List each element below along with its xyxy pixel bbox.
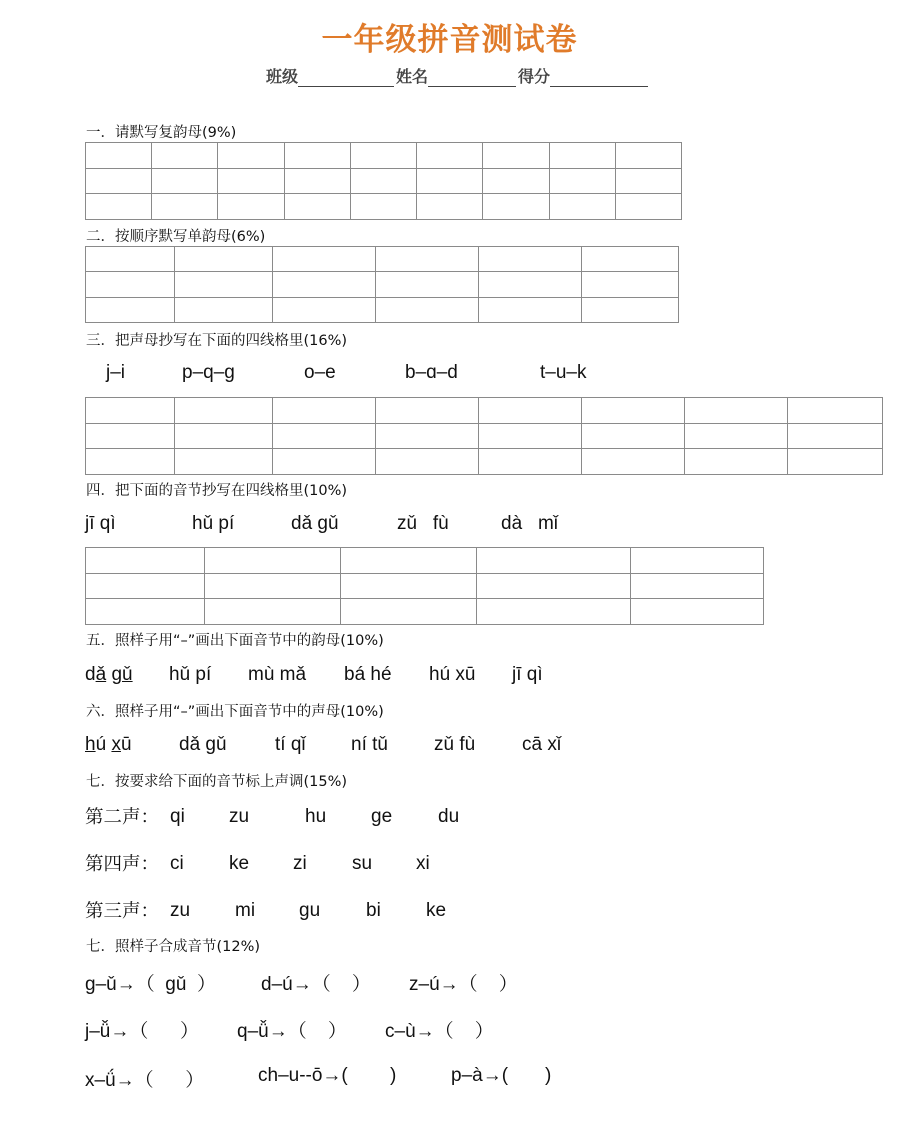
- s6-item: ní tǔ: [351, 734, 388, 755]
- tone-item: xi: [416, 853, 430, 874]
- syllable-combine-item: ch–u--ō→( ): [258, 1065, 397, 1086]
- section-4-four-line-grid[interactable]: [85, 547, 764, 625]
- s5-example: [85, 664, 133, 686]
- s3-item: b–ɑ–d: [405, 362, 458, 383]
- s6-item: tí qǐ: [275, 734, 306, 755]
- tone-item: du: [438, 806, 460, 827]
- tone-item: hu: [305, 806, 327, 827]
- score-label: 得分: [518, 67, 551, 86]
- s6-item: dǎ gǔ: [179, 734, 227, 755]
- syllable-combine-item: c–ù→（ ）: [385, 1021, 494, 1042]
- syllable-combine-item: z–ú→（ ）: [409, 974, 518, 995]
- s5-example-final-underlined: ǔ: [122, 664, 133, 685]
- syllable-combine-item: x–ǘ→（ ）: [85, 1070, 205, 1091]
- s5-example-final-underlined: ǎ: [95, 664, 107, 685]
- s5-example-initial: d: [85, 664, 96, 685]
- section-7-heading: 七．按要求给下面的音节标上声调(15%): [86, 774, 348, 790]
- section-3-heading: 三．把声母抄写在下面的四线格里(16%): [86, 333, 348, 349]
- s3-item: j–i: [106, 362, 126, 383]
- section-1-writing-grid[interactable]: [85, 142, 682, 220]
- section-4-heading: 四．把下面的音节抄写在四线格里(10%): [86, 483, 348, 499]
- tone-row-fourth: [85, 850, 159, 876]
- tone-row-third: [85, 897, 159, 923]
- s5-item: bá hé: [344, 664, 392, 685]
- tone-item: su: [352, 853, 373, 874]
- s5-item: hú xū: [429, 664, 476, 685]
- class-label: 班级: [266, 67, 299, 86]
- syllable-combine-item: d–ú→（ ）: [261, 974, 371, 995]
- s6-item: zǔ fù: [434, 734, 476, 755]
- syllable-combine-item: q–ǚ→（ ）: [237, 1021, 347, 1042]
- s4-item: dà mǐ: [501, 513, 559, 534]
- tone-item: ci: [170, 853, 184, 874]
- page-title: 一年级拼音测试卷: [321, 22, 578, 58]
- tone-item: zi: [293, 853, 307, 874]
- s6-example: [85, 734, 132, 756]
- tone-row-second: [85, 803, 159, 829]
- tone-item: qi: [170, 806, 185, 827]
- tone-item: ke: [229, 853, 250, 874]
- s5-example-initial: g: [111, 664, 123, 685]
- name-label: 姓名: [396, 67, 429, 86]
- section-6-heading: 六．照样子用“–”画出下面音节中的声母(10%): [86, 704, 384, 720]
- s5-item: mù mǎ: [248, 664, 307, 685]
- tone-row-label: 第二声：: [85, 807, 160, 828]
- s6-example-final: ú: [95, 734, 107, 755]
- tone-row-label: 第三声：: [85, 901, 160, 922]
- s6-example-final: ū: [120, 734, 132, 755]
- tone-item: gu: [299, 900, 321, 921]
- section-2-writing-grid[interactable]: [85, 246, 679, 323]
- section-2-heading: 二．按顺序默写单韵母(6%): [86, 229, 266, 245]
- s6-example-initial-underlined: h: [85, 734, 96, 755]
- student-info-line: [266, 64, 650, 87]
- section-5-heading: 五．照样子用“–”画出下面音节中的韵母(10%): [86, 633, 384, 649]
- s3-item: p–q–g: [182, 362, 235, 383]
- tone-item: zu: [170, 900, 191, 921]
- s5-item: jī qì: [512, 664, 543, 685]
- score-field[interactable]: [550, 70, 648, 87]
- syllable-combine-item: j–ǚ→（ ）: [85, 1021, 200, 1042]
- class-field[interactable]: [298, 70, 394, 87]
- section-3-four-line-grid[interactable]: [85, 397, 883, 475]
- section-8-heading: 七．照样子合成音节(12%): [86, 939, 261, 955]
- tone-row-label: 第四声：: [85, 854, 160, 875]
- section-1-heading: 一．请默写复韵母(9%): [86, 125, 237, 141]
- syllable-combine-item: g–ǔ→（ gǔ ）: [85, 974, 216, 995]
- s4-item: jī qì: [85, 513, 116, 534]
- s3-item: o–e: [304, 362, 336, 383]
- name-field[interactable]: [428, 70, 516, 87]
- s6-item: cā xǐ: [522, 734, 562, 755]
- s4-item: dǎ gǔ: [291, 513, 339, 534]
- s6-example-initial-underlined: x: [111, 734, 121, 755]
- tone-item: ge: [371, 806, 393, 827]
- tone-item: mi: [235, 900, 256, 921]
- tone-item: bi: [366, 900, 381, 921]
- s5-item: hǔ pí: [169, 664, 212, 685]
- s3-item: t–u–k: [540, 362, 587, 383]
- tone-item: ke: [426, 900, 447, 921]
- syllable-combine-item: p–à→( ): [451, 1065, 552, 1086]
- s4-item: zǔ fù: [397, 513, 449, 534]
- tone-item: zu: [229, 806, 250, 827]
- s4-item: hǔ pí: [192, 513, 235, 534]
